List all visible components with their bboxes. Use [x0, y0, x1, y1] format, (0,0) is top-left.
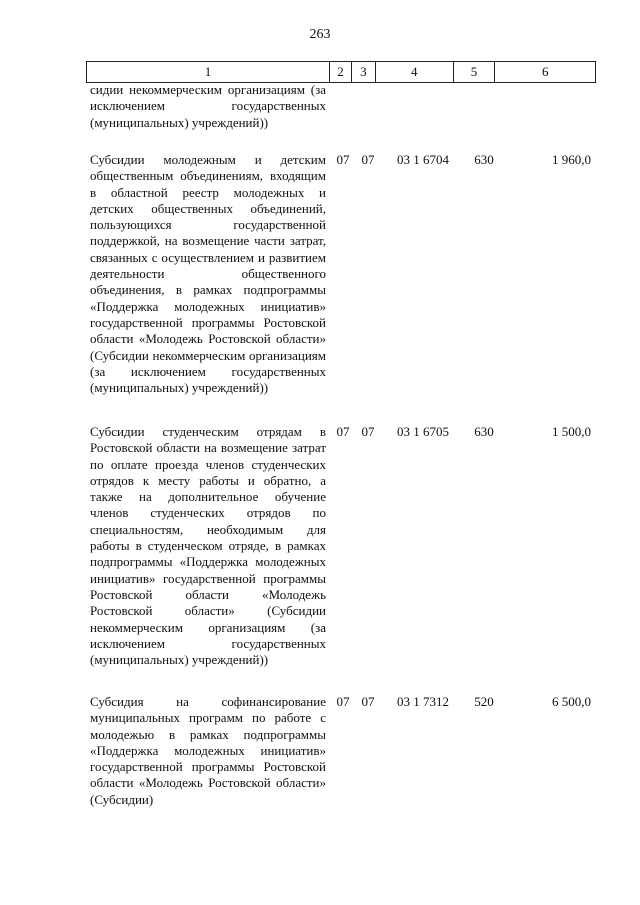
row-podrazdel: 07: [361, 694, 375, 709]
row-target-article: 03 1 6704: [397, 152, 449, 167]
row-expense-type: 630: [474, 152, 494, 167]
table-header: [86, 61, 596, 83]
row-razdel: 07: [336, 694, 350, 709]
row-description: Субсидия на софинансирование муниципальных программ по работе с молодежью в рамках подпрограммы «Поддержка молодежных инициатив» государственной программы Ростовской области «Молодежь Ростовской области» (Субсидии): [90, 694, 326, 807]
row-description: сидии некоммерческим организациям (за исключением государственных (муниципальных) учреждений)): [90, 82, 326, 130]
row-razdel: 07: [336, 152, 350, 167]
table-row: [86, 694, 596, 826]
row-razdel: 07: [336, 424, 350, 439]
row-target-article: 03 1 7312: [397, 694, 449, 709]
header-col-6: 6: [541, 64, 549, 79]
row-podrazdel: 07: [361, 152, 375, 167]
header-col-1: 1: [87, 62, 330, 82]
row-sum: 1 500,0: [552, 424, 591, 439]
page-number: 263: [309, 27, 331, 42]
header-col-2: 2: [330, 62, 352, 82]
table-row: [86, 424, 596, 690]
table-row: [86, 152, 596, 420]
row-description: Субсидии студенческим отрядам в Ростовской области на возмещение затрат по оплате проезда членов студенческих отрядов к месту работы и обратно, а также на дополнительное обучение членов студенческих отрядов по специальностям, необходимым для работы в студенческом отряде, в рамках подпрограммы «Поддержка молодежных инициатив» государственной программы Ростовской области «Молодежь Ростовской области» (Субсидии некоммерческим организациям (за исключением государственных (муниципальных) учреждений)): [90, 424, 326, 668]
row-expense-type: 520: [474, 694, 494, 709]
header-col-5: 5: [454, 62, 496, 82]
row-expense-type: 630: [474, 424, 494, 439]
row-sum: 6 500,0: [552, 694, 591, 709]
row-sum: 1 960,0: [552, 152, 591, 167]
table-row: [86, 82, 596, 148]
row-target-article: 03 1 6705: [397, 424, 449, 439]
header-col-3: 3: [352, 62, 376, 82]
row-description: Субсидии молодежным и детским общественным объединениям, входящим в областной реестр молодежных и детских общественных объединений, пользующихся государственной поддержкой, на возмещение части затрат, связанных с осуществлением и развитием деятельности общественного объединения, в рамках подпрограммы «Поддержка молодежных инициатив» государственной программы Ростовской области «Молодежь Ростовской области» (Субсидии некоммерческим организациям (за исключением государственных (муниципальных) учреждений)): [90, 152, 326, 396]
row-podrazdel: 07: [361, 424, 375, 439]
header-col-4: 4: [376, 62, 454, 82]
